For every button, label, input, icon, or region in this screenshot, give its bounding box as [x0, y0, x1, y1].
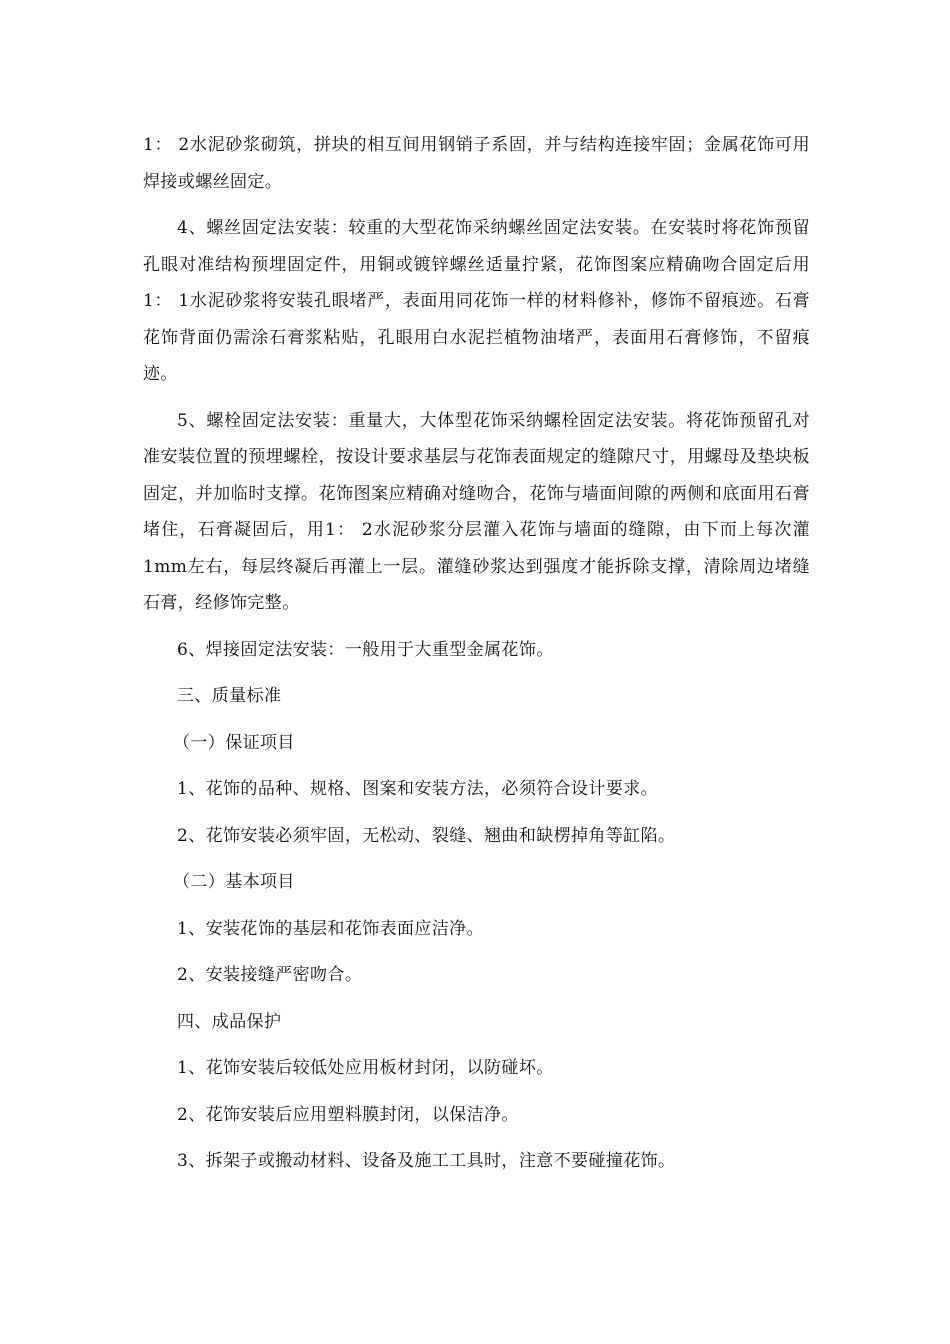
paragraph-continuation: 1： 2水泥砂浆砌筑，拼块的相互间用钢销子系固，并与结构连接牢固；金属花饰可用焊接或螺丝固定。: [143, 135, 810, 192]
section-heading-protection: 四、成品保护: [177, 1011, 282, 1032]
list-item: 1、花饰安装后较低处应用板材封闭，以防碰坏。: [177, 1058, 554, 1078]
paragraph-weld-fixing: 6、焊接固定法安装：一般用于大重型金属花饰。: [177, 639, 554, 660]
list-item: 2、安装接缝严密吻合。: [177, 965, 363, 985]
subsection-heading-guarantee: （一）保证项目: [173, 732, 295, 753]
list-item: 3、拆架子或搬动材料、设备及施工工具时，注意不要碰撞花饰。: [177, 1151, 676, 1171]
list-item: 1、安装花饰的基层和花饰表面应洁净。: [177, 918, 485, 939]
section-heading-quality: 三、质量标准: [177, 686, 282, 706]
document-body: [143, 127, 810, 1190]
paragraph-bolt-fixing: 5、螺栓固定法安装：重量大，大体型花饰采纳螺栓固定法安装。将花饰预留孔对准安装位置的预埋螺栓，按设计要求基层与花饰表面规定的缝隙尺寸，用螺母及垫块板固定，并加临时支撑。花饰图案应精确对缝吻合，花饰与墙面间隙的两侧和底面用石膏堵住，石膏凝固后，用1： 2水泥砂浆分层灌入花饰与墙面的缝隙，由下而上每次灌1mm左右，每层终凝后再灌上一层。灌缝砂浆达到强度才能拆除支撑，清除周边堵缝石膏，经修饰完整。: [143, 410, 810, 613]
list-item: 2、花饰安装后应用塑料膜封闭，以保洁净。: [177, 1104, 519, 1125]
paragraph-screw-fixing: 4、螺丝固定法安装：较重的大型花饰采纳螺丝固定法安装。在安装时将花饰预留孔眼对准结构预埋固定件，用铜或镀锌螺丝适量拧紧，花饰图案应精确吻合固定后用1： 1水泥砂浆将安装孔眼堵严，表面用同花饰一样的材料修补，修饰不留痕迹。石膏花饰背面仍需涂石膏浆粘贴，孔眼用白水泥拦植物油堵严，表面用石膏修饰，不留痕迹。: [143, 218, 810, 384]
list-item: 1、花饰的品种、规格、图案和安装方法，必须符合设计要求。: [177, 779, 659, 799]
subsection-heading-basic: （二）基本项目: [173, 872, 295, 892]
list-item: 2、花饰安装必须牢固，无松动、裂缝、翘曲和缺楞掉角等缸陷。: [177, 825, 676, 846]
